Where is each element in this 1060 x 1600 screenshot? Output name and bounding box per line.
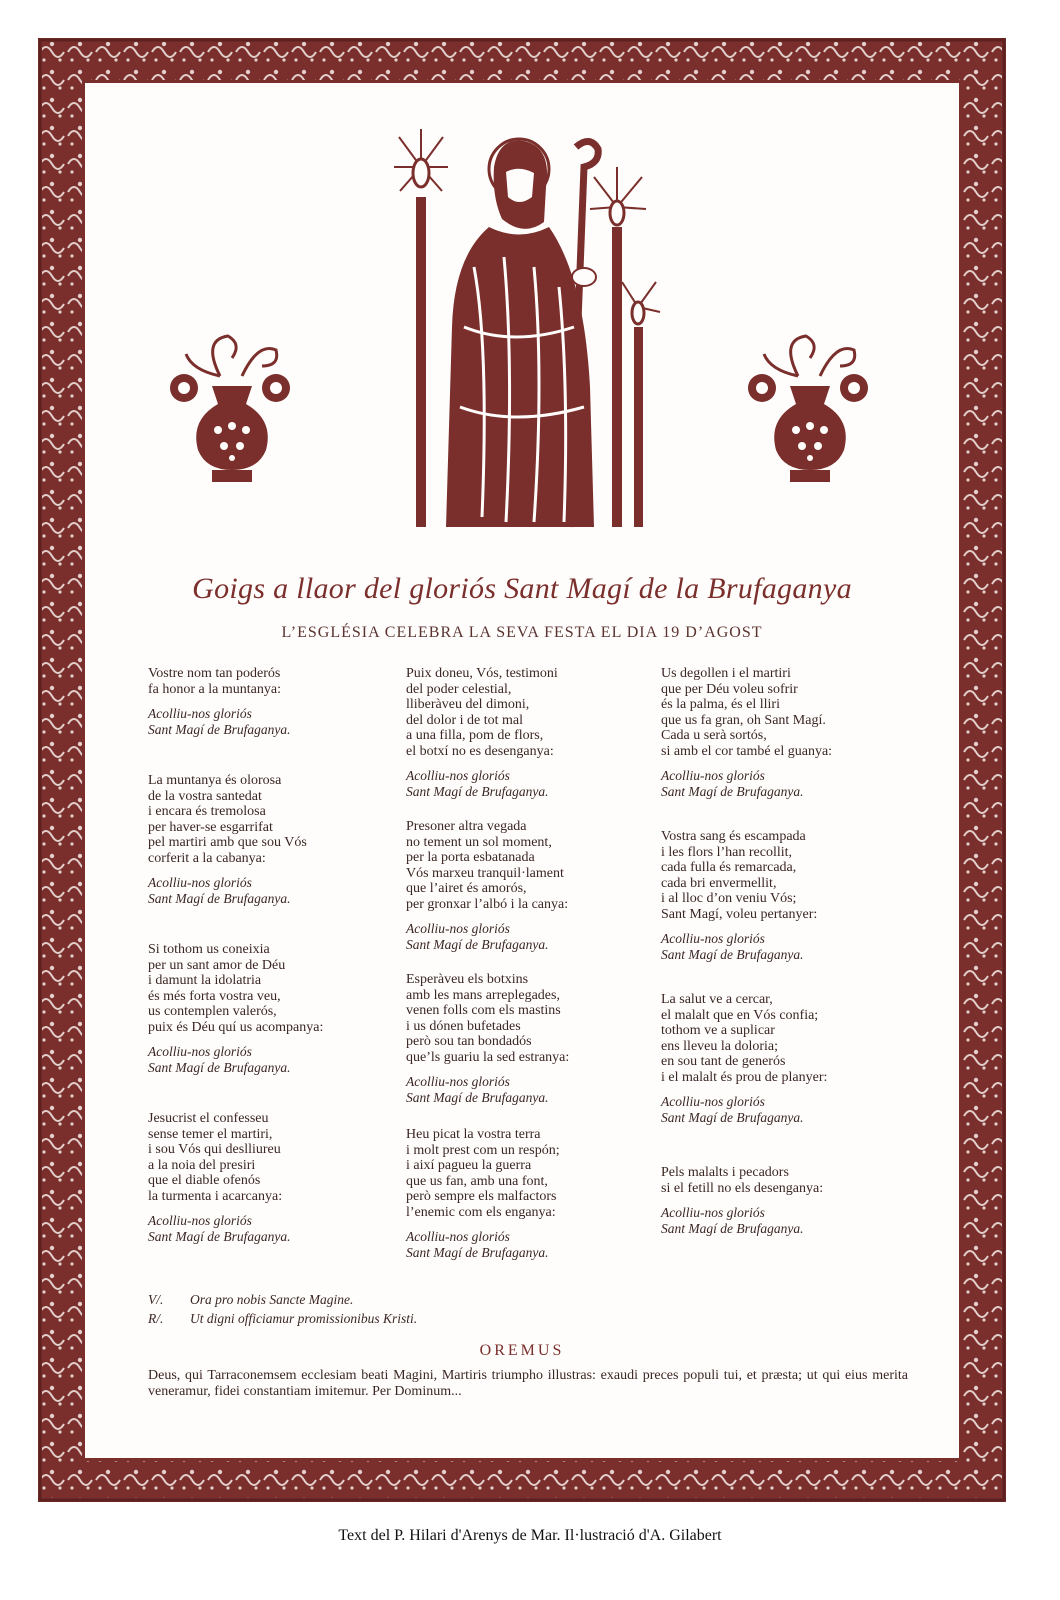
- verse-line: Sant Magí de Brufaganya.: [406, 936, 549, 952]
- verse-line: però sou tan bondadós: [406, 1034, 532, 1049]
- refrain: [661, 768, 911, 799]
- verse-line: cada bri envermellit,: [661, 875, 777, 891]
- refrain: [661, 1205, 911, 1236]
- response: R/. Ut digni officiamur promissionibus Kristi.: [148, 1311, 418, 1326]
- verse-line: i les flors l’han recollit,: [661, 844, 793, 860]
- stanza: [406, 666, 656, 759]
- stanza: [406, 1127, 656, 1220]
- verse-line: i el malalt és prou de planyer:: [661, 1069, 828, 1085]
- credits-caption: Text del P. Hilari d'Arenys de Mar. Il·lustració d'A. Gilabert: [338, 1527, 722, 1544]
- verse-line: Acolliu-nos gloriós: [661, 768, 765, 783]
- verse-line: la turmenta i acarcanya:: [148, 1188, 283, 1204]
- verse-line: i damunt la idolatria: [148, 973, 262, 988]
- verse-line: Acolliu-nos gloriós: [661, 1205, 765, 1220]
- verse-line: Esperàveu els botxins: [406, 972, 529, 987]
- stanza: [661, 829, 911, 922]
- verse-line: Presoner altra vegada: [406, 819, 527, 834]
- verse-line: que us fan, amb una font,: [406, 1173, 548, 1189]
- stanza: [406, 972, 656, 1065]
- verse-line: si el fetill no els desenganya:: [661, 1180, 824, 1196]
- verse-line: La muntanya és olorosa: [148, 773, 282, 788]
- refrain: [406, 1074, 656, 1105]
- verse-line: us contemplen valerós,: [148, 1004, 277, 1019]
- flower-vase-ornament-right: [740, 330, 880, 486]
- verse-column-1: [148, 666, 398, 1244]
- verse-line: del dolor i de tot mal: [406, 712, 524, 728]
- verse-line: Vostra sang és escampada: [661, 829, 806, 844]
- verse-line: és la palma, és el lliri: [661, 697, 780, 712]
- verse-column-2: [406, 666, 656, 1260]
- refrain: [406, 921, 656, 952]
- refrain: [148, 706, 398, 737]
- verse-line: Acolliu-nos gloriós: [661, 931, 765, 946]
- verse-line: i així pagueu la guerra: [406, 1158, 532, 1173]
- verse-line: que per Déu voleu sofrir: [661, 681, 798, 697]
- verse-line: i us dónen bufetades: [406, 1018, 521, 1034]
- refrain: [661, 1094, 911, 1125]
- stanza: [661, 992, 911, 1085]
- verse-line: Us degollen i el martiri: [661, 666, 791, 681]
- verse-line: si amb el cor també el guanya:: [661, 743, 833, 759]
- refrain: [406, 768, 656, 799]
- stanza: [661, 666, 911, 759]
- verse-line: a una filla, pom de flors,: [406, 728, 544, 743]
- verse-line: per un sant amor de Déu: [148, 957, 286, 973]
- verse-line: Sant Magí de Brufaganya.: [148, 890, 291, 906]
- verse-line: tothom ve a suplicar: [661, 1023, 775, 1038]
- verse-line: cada fulla és remarcada,: [661, 860, 797, 875]
- verse-line: sense temer el martiri,: [148, 1126, 273, 1142]
- verse-line: però sempre els malfactors: [406, 1189, 557, 1204]
- verse-line: Pels malalts i pecadors: [661, 1165, 789, 1180]
- stanza: [148, 1111, 398, 1204]
- verse-line: no tement un sol moment,: [406, 834, 552, 850]
- feast-subtitle: L’ESGLÉSIA CELEBRA LA SEVA FESTA EL DIA 19 D’AGOST: [281, 624, 763, 641]
- verse-line: i sou Vós qui deslliureu: [148, 1142, 281, 1157]
- verse-line: ens lleveu la doloria;: [661, 1038, 779, 1054]
- verse-line: a la noia del presiri: [148, 1157, 256, 1173]
- verse-line: lliberàveu del dimoni,: [406, 697, 530, 712]
- stanza: [148, 773, 398, 866]
- verse-line: que’ls guariu la sed estranya:: [406, 1049, 570, 1065]
- verse-column-3: [661, 666, 911, 1236]
- versicle: V/. Ora pro nobis Sancte Magine.: [148, 1292, 354, 1307]
- verse-line: és més forta vostra veu,: [148, 988, 281, 1004]
- verse-line: venen folls com els mastins: [406, 1003, 561, 1018]
- refrain: [148, 1213, 398, 1244]
- verse-line: el botxí no es desenganya:: [406, 743, 554, 759]
- verse-line: Acolliu-nos gloriós: [661, 1094, 765, 1109]
- verse-line: Vós marxeu tranquil·lament: [406, 865, 564, 881]
- verse-line: per gronxar l’albó i la canya:: [406, 896, 569, 912]
- verse-line: Sant Magí de Brufaganya.: [406, 1244, 549, 1260]
- verse-line: Acolliu-nos gloriós: [406, 1074, 510, 1089]
- verse-line: Sant Magí de Brufaganya.: [148, 1059, 291, 1075]
- verse-line: Vostre nom tan poderós: [148, 666, 281, 681]
- stanza: [148, 666, 398, 697]
- page-title: Goigs a llaor del gloriós Sant Magí de la Brufaganya: [192, 572, 852, 605]
- verse-line: puix és Déu quí us acompanya:: [148, 1019, 324, 1035]
- verse-line: l’enemic com els enganya:: [406, 1204, 556, 1220]
- stanza: [406, 819, 656, 912]
- verse-line: i al lloc d’on veniu Vós;: [661, 891, 797, 906]
- verse-line: Acolliu-nos gloriós: [148, 875, 252, 890]
- verse-line: Cada u serà sortós,: [661, 728, 767, 743]
- verse-line: fa honor a la muntanya:: [148, 681, 281, 697]
- verse-line: Sant Magí de Brufaganya.: [406, 1089, 549, 1105]
- verse-line: Puix doneu, Vós, testimoni: [406, 666, 558, 681]
- verse-line: Sant Magí de Brufaganya.: [661, 1109, 804, 1125]
- oremus-prayer: Deus, qui Tarraconemsem ecclesiam beati Magini, Martiris triumpho illustras: exaudi preces populi tui, et præsta; ut qui eius merita veneramur, fidei constantiam imitemur. Per Dominum...: [148, 1368, 908, 1399]
- verse-line: La salut ve a cercar,: [661, 992, 773, 1007]
- verse-line: pel martiri amb que sou Vós: [148, 835, 307, 850]
- refrain: [406, 1229, 656, 1260]
- refrain: [148, 1044, 398, 1075]
- refrain: [661, 931, 911, 962]
- verse-line: per la porta esbatanada: [406, 850, 535, 865]
- verse-line: en sou tant de generós: [661, 1054, 786, 1069]
- verse-line: Acolliu-nos gloriós: [148, 1213, 252, 1228]
- verse-line: de la vostra santedat: [148, 788, 262, 804]
- verse-line: i molt prest com un respón;: [406, 1142, 560, 1158]
- verse-line: Sant Magí de Brufaganya.: [661, 1220, 804, 1236]
- oremus-heading: OREMUS: [479, 1342, 565, 1359]
- verse-line: del poder celestial,: [406, 681, 512, 697]
- stanza: [661, 1165, 911, 1196]
- verse-line: Jesucrist el confesseu: [148, 1111, 269, 1126]
- verse-line: corferit a la cabanya:: [148, 850, 266, 866]
- verse-line: Acolliu-nos gloriós: [406, 1229, 510, 1244]
- verse-line: que us fa gran, oh Sant Magí.: [661, 712, 826, 728]
- verse-line: Sant Magí de Brufaganya.: [406, 783, 549, 799]
- verse-line: el malalt que en Vós confia;: [661, 1007, 819, 1023]
- verse-line: per haver-se esgarrifat: [148, 819, 273, 835]
- saint-magi-illustration: [394, 127, 662, 533]
- verse-line: Sant Magí, voleu pertanyer:: [661, 906, 818, 922]
- verse-line: Acolliu-nos gloriós: [406, 768, 510, 783]
- verse-line: Sant Magí de Brufaganya.: [661, 783, 804, 799]
- verse-line: Sant Magí de Brufaganya.: [148, 1228, 291, 1244]
- verse-line: Sant Magí de Brufaganya.: [661, 946, 804, 962]
- stanza: [148, 942, 398, 1035]
- verse-line: Heu picat la vostra terra: [406, 1127, 541, 1142]
- verse-line: Sant Magí de Brufaganya.: [148, 721, 291, 737]
- verse-line: que l’airet és amorós,: [406, 881, 527, 896]
- verse-line: que el diable ofenós: [148, 1173, 261, 1188]
- verse-line: Acolliu-nos gloriós: [406, 921, 510, 936]
- refrain: [148, 875, 398, 906]
- verse-line: i encara és tremolosa: [148, 804, 266, 819]
- flower-vase-ornament-left: [162, 330, 302, 486]
- verse-line: Acolliu-nos gloriós: [148, 1044, 252, 1059]
- verse-line: amb les mans arreplegades,: [406, 987, 560, 1003]
- verse-line: Acolliu-nos gloriós: [148, 706, 252, 721]
- verse-line: Si tothom us coneixia: [148, 942, 270, 957]
